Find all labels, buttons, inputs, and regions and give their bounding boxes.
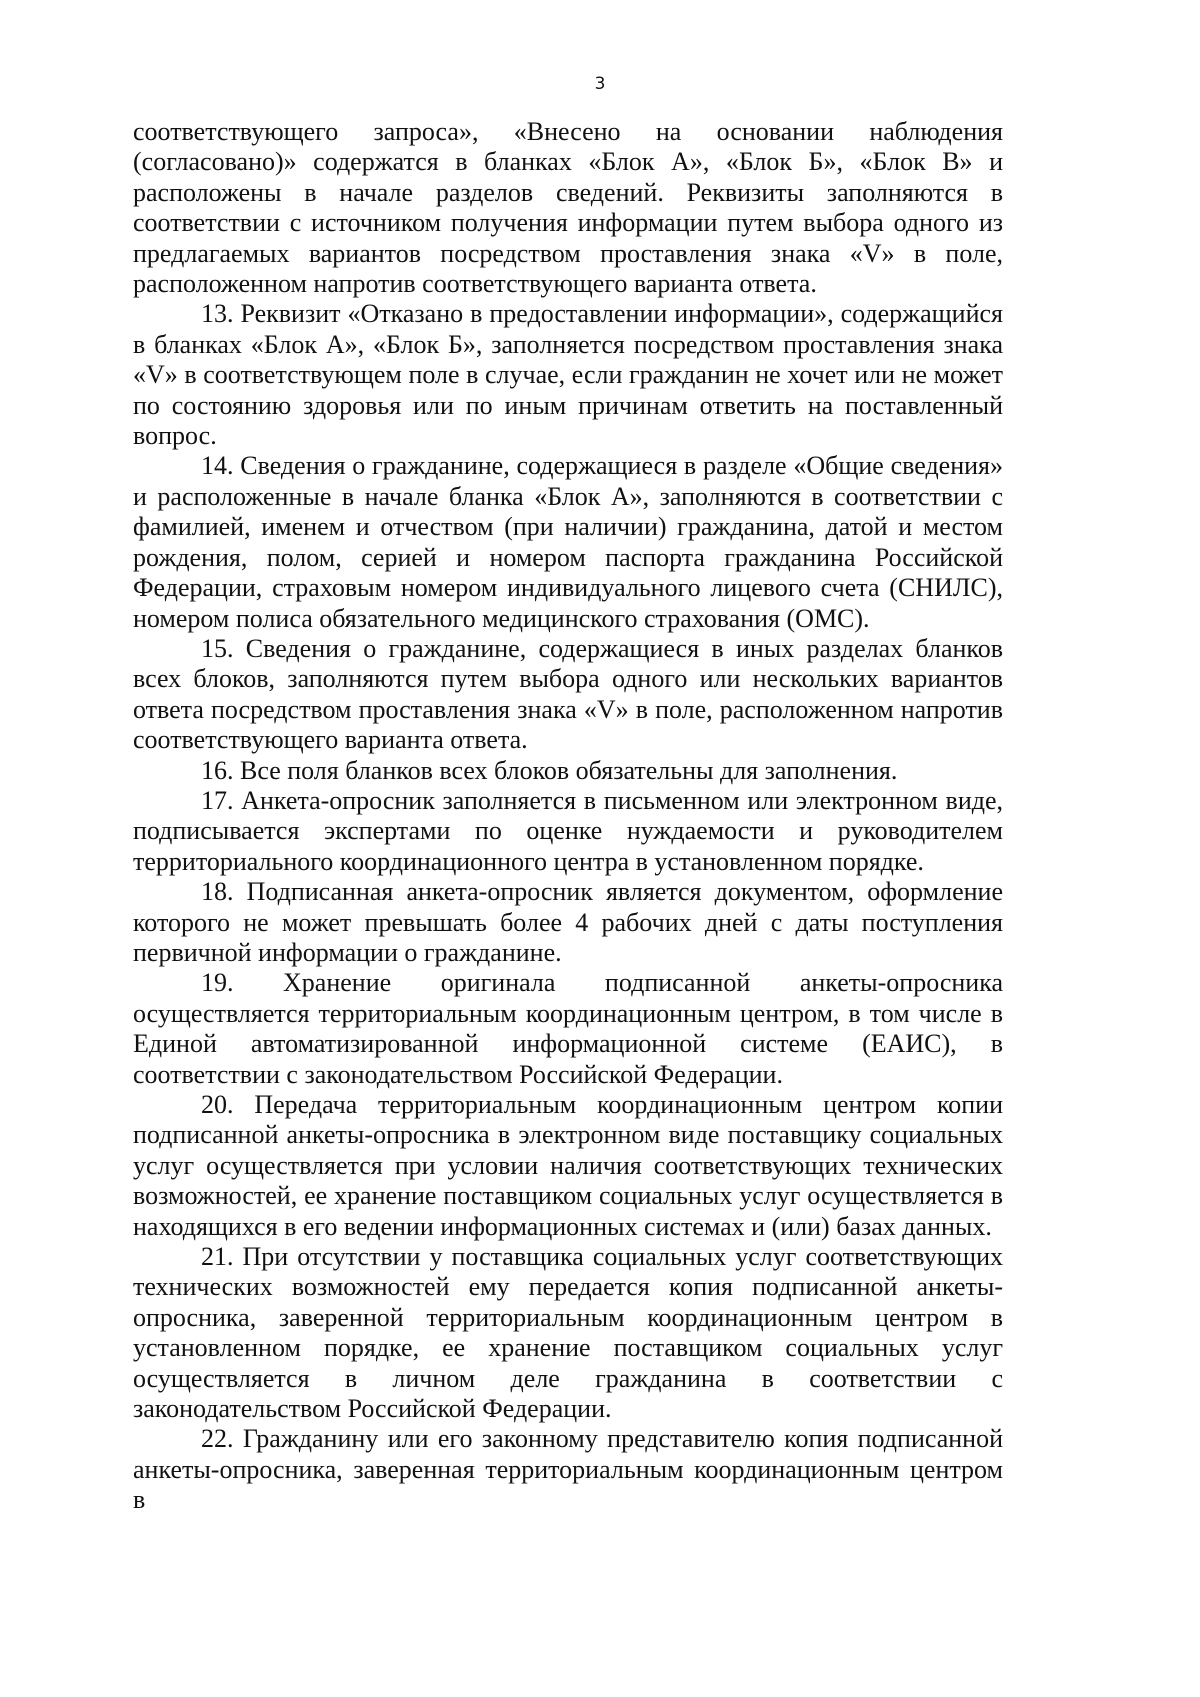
paragraph-15: 15. Сведения о гражданине, содержащиеся в иных разделах бланков всех блоков, заполняются путем выбора одного или нескольких вариантов ответа посредством проставления знака «V» в поле, расположенном напротив соответствующего варианта ответа. [133,633,1003,755]
paragraph-20: 20. Передача территориальным координационным центром копии подписанной анкеты-опросника в электронном виде поставщику социальных услуг осуществляется при условии наличия соответствующих технических возможностей, ее хранение поставщиком социальных услуг осуществляется в находящихся в его ведении информационных системах и (или) базах данных. [133,1090,1003,1241]
paragraph-21: 21. При отсутствии у поставщика социальных услуг соответствующих технических возможностей ему передается копия подписанной анкеты-опросника, заверенной территориальным координационным центром в установленном порядке, ее хранение поставщиком социальных услуг осуществляется в личном деле гражданина в соответствии с законодательством Российской Федерации. [133,1242,1003,1424]
paragraph-14: 14. Сведения о гражданине, содержащиеся в разделе «Общие сведения» и расположенные в начале бланка «Блок А», заполняются в соответствии с фамилией, именем и отчеством (при наличии) гражданина, датой и местом рождения, полом, серией и номером паспорта гражданина Российской Федерации, страховым номером индивидуального лицевого счета (СНИЛС), номером полиса обязательного медицинского страхования (ОМС). [133,451,1003,633]
paragraph-continuation: соответствующего запроса», «Внесено на основании наблюдения (согласовано)» содержатся в бланках «Блок А», «Блок Б», «Блок В» и расположены в начале разделов сведений. Реквизиты заполняются в соответствии с источником получения информации путем выбора одного из предлагаемых вариантов посредством проставления знака «V» в поле, расположенном напротив соответствующего варианта ответа. [133,117,1003,299]
paragraph-16: 16. Все поля бланков всех блоков обязательны для заполнения. [201,755,898,785]
paragraph-22: 22. Гражданину или его законному представителю копия подписанной анкеты-опросника, заверенная территориальным координационным центром в [133,1424,1003,1515]
paragraph-19: 19. Хранение оригинала подписанной анкеты-опросника осуществляется территориальным координационным центром, в том числе в Единой автоматизированной информационной системе (ЕАИС), в соответствии с законодательством Российской Федерации. [133,968,1003,1089]
page-number: 3 [594,74,606,94]
paragraph-17: 17. Анкета-опросник заполняется в письменном или электронном виде, подписывается экспертами по оценке нуждаемости и руководителем территориального координационного центра в установленном порядке. [133,785,1003,876]
document-body [133,117,1003,1516]
paragraph-13: 13. Реквизит «Отказано в предоставлении информации», содержащийся в бланках «Блок А», «Блок Б», заполняется посредством проставления знака «V» в соответствующем поле в случае, если гражданин не хочет или не может по состоянию здоровья или по иным причинам ответить на поставленный вопрос. [133,299,1003,451]
paragraph-18: 18. Подписанная анкета-опросник является документом, оформление которого не может превышать более 4 рабочих дней с даты поступления первичной информации о гражданине. [133,877,1003,967]
